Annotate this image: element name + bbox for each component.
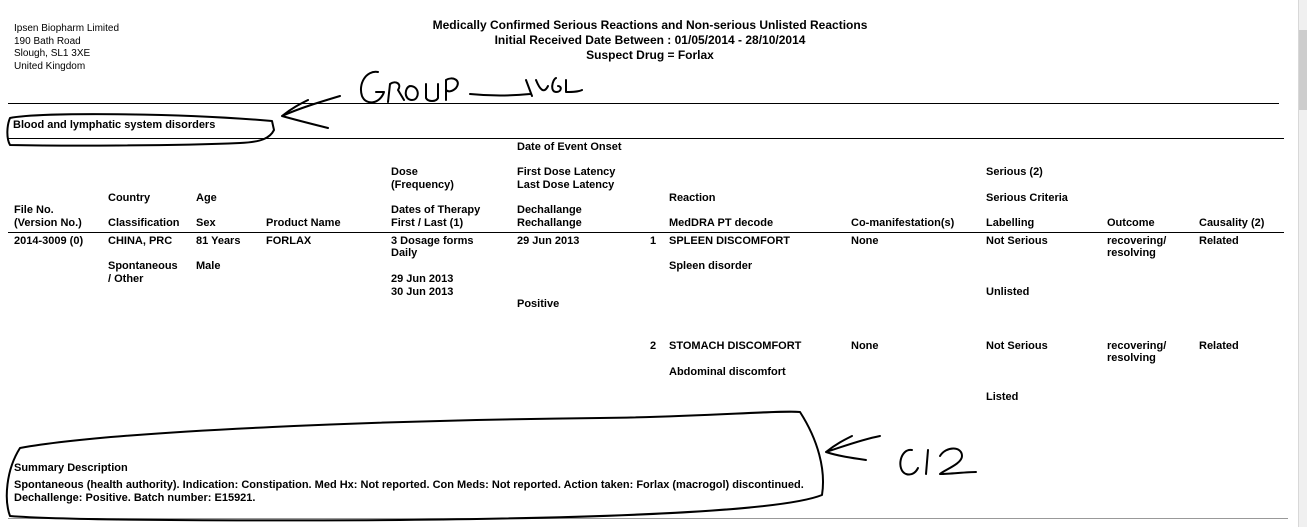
company-country: United Kingdom [14, 60, 86, 72]
reaction-number: 2 [650, 340, 657, 352]
company-name: Ipsen Biopharm Limited [14, 23, 120, 34]
reaction-outcome-1: recovering/ [1107, 340, 1167, 352]
summary-arrow-icon [826, 436, 880, 460]
case-age: 81 Years [196, 235, 241, 247]
case-classification-2: / Other [108, 273, 144, 285]
header-first-dose-latency: First Dose Latency [517, 166, 616, 178]
header-dose: Dose [391, 166, 418, 178]
company-address-line1: 190 Bath Road [14, 35, 81, 47]
summary-heading: Summary Description [14, 462, 128, 474]
case-event-onset: 29 Jun 2013 [517, 235, 580, 247]
header-file-no: File No. [14, 204, 54, 216]
reaction-pt-decode: Spleen disorder [669, 260, 753, 272]
summary-note-scribble [900, 449, 976, 475]
header-meddra: MedDRA PT decode [669, 217, 774, 229]
case-country: CHINA, PRC [108, 235, 173, 247]
reaction-labelling: Listed [986, 391, 1019, 403]
reaction-causality: Related [1199, 235, 1239, 247]
summary-line-2: Dechallenge: Positive. Batch number: E15921. [14, 492, 256, 504]
reaction-name: SPLEEN DISCOMFORT [669, 235, 791, 247]
reaction-serious: Not Serious [986, 340, 1048, 352]
case-last-date: 30 Jun 2013 [391, 286, 454, 298]
header-sex: Sex [196, 217, 216, 229]
group-circle-stroke [7, 114, 274, 145]
reaction-labelling: Unlisted [986, 286, 1030, 298]
group-label: Blood and lymphatic system disorders [13, 119, 216, 131]
summary-circle-stroke [7, 412, 823, 521]
scrollbar-thumb[interactable] [1299, 30, 1307, 110]
header-frequency: (Frequency) [391, 179, 454, 191]
header-dates-of-therapy: Dates of Therapy [391, 204, 481, 216]
company-address-line2: Slough, SL1 3XE [14, 48, 91, 59]
header-last-dose-latency: Last Dose Latency [517, 179, 615, 191]
report-suspect-drug: Suspect Drug = Forlax [586, 48, 714, 62]
reaction-number: 1 [650, 235, 657, 247]
header-outcome: Outcome [1107, 217, 1155, 229]
reaction-pt-decode: Abdominal discomfort [669, 366, 786, 378]
case-sex: Male [196, 260, 221, 272]
reaction-name: STOMACH DISCOMFORT [669, 340, 802, 352]
summary-line-1: Spontaneous (health authority). Indication: Constipation. Med Hx: Not reported. Con Meds: Not reported. Action taken: Forlax (macrogol) discontinued. [14, 479, 804, 491]
reaction-comanifestation: None [851, 340, 879, 352]
report-date-range: Initial Received Date Between : 01/05/2014 - 28/10/2014 [494, 33, 806, 47]
reaction-outcome-1: recovering/ [1107, 235, 1167, 247]
header-first-last: First / Last (1) [391, 217, 464, 229]
header-classification: Classification [108, 217, 180, 229]
vertical-scrollbar[interactable] [1298, 0, 1307, 527]
case-dose: 3 Dosage forms [391, 235, 474, 247]
header-product-name: Product Name [266, 217, 341, 229]
header-rechallenge: Rechallange [517, 217, 582, 229]
case-file-no: 2014-3009 (0) [14, 235, 84, 247]
case-first-date: 29 Jun 2013 [391, 273, 454, 285]
case-frequency: Daily [391, 247, 418, 259]
reaction-serious: Not Serious [986, 235, 1048, 247]
group-arrow-icon [282, 96, 340, 128]
reaction-outcome-2: resolving [1107, 352, 1156, 364]
header-comanifestation: Co-manifestation(s) [851, 217, 955, 229]
group-note-scribble [361, 72, 582, 103]
header-serious-criteria: Serious Criteria [986, 192, 1068, 204]
header-reaction: Reaction [669, 192, 716, 204]
case-product: FORLAX [266, 235, 312, 247]
header-causality: Causality (2) [1199, 217, 1265, 229]
header-date-event-onset: Date of Event Onset [517, 141, 622, 153]
header-serious: Serious (2) [986, 166, 1043, 178]
header-version-no: (Version No.) [14, 217, 82, 229]
header-age: Age [196, 192, 217, 204]
header-labelling: Labelling [986, 217, 1035, 229]
case-dechallenge: Positive [517, 298, 560, 310]
header-country: Country [108, 192, 151, 204]
reaction-causality: Related [1199, 340, 1239, 352]
reaction-outcome-2: resolving [1107, 247, 1156, 259]
header-dechallenge: Dechallange [517, 204, 582, 216]
report-title: Medically Confirmed Serious Reactions and Non-serious Unlisted Reactions [432, 18, 868, 32]
reaction-comanifestation: None [851, 235, 879, 247]
case-classification-1: Spontaneous [108, 260, 178, 272]
